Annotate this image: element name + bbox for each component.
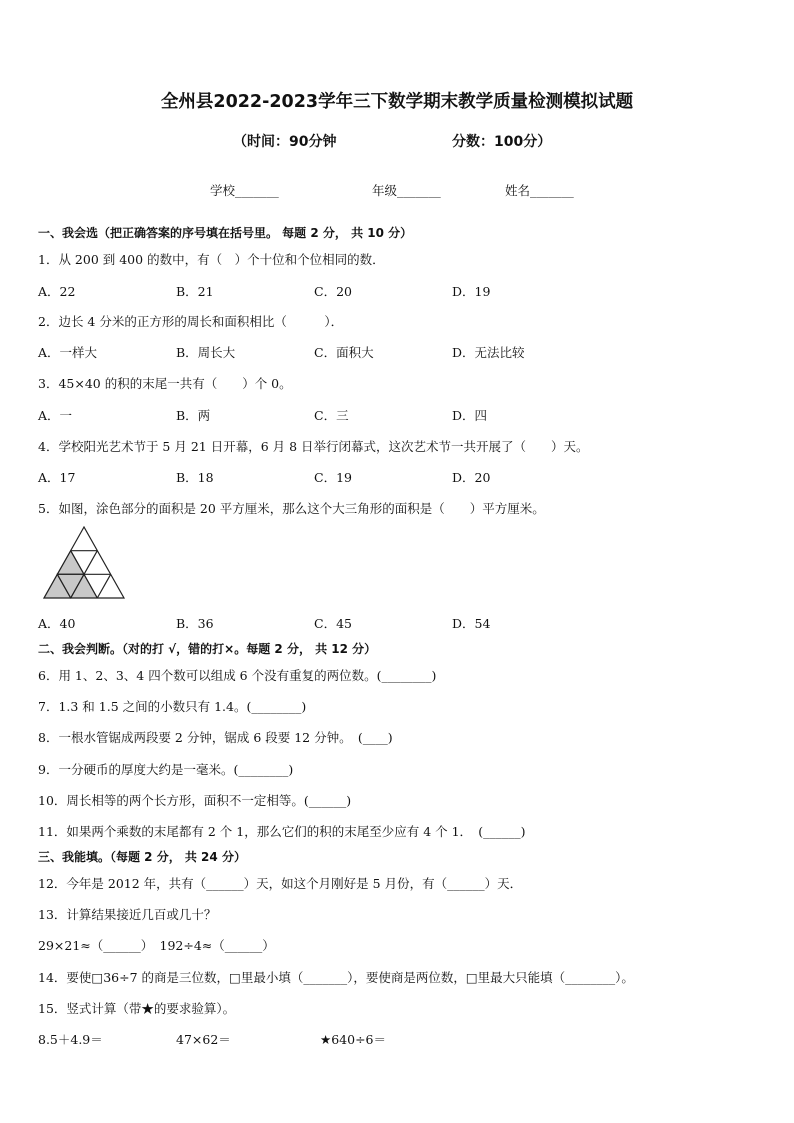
question-8: 8．一根水管锯成两段要 2 分钟，锯成 6 段要 12 分钟。 (____) [38,730,393,745]
question-6: 6．用 1、2、3、4 四个数可以组成 6 个没有重复的两位数。(________) [38,668,437,683]
school-field: 学校_______ [210,183,279,198]
q4-option-c: C．19 [314,470,352,485]
question-4: 4．学校阳光艺术节于 5 月 21 日开幕，6 月 8 日举行闭幕式，这次艺术节一共开展了（ ）天。 [38,439,589,454]
q1-option-c: C．20 [314,284,352,299]
page-title: 全州县2022-2023学年三下数学期末教学质量检测模拟试题 [160,92,634,112]
question-11: 11．如果两个乘数的末尾都有 2 个 1，那么它们的积的末尾至少应有 4 个 1． (______) [38,824,526,839]
q3-option-b: B．两 [176,408,211,423]
q2-option-b: B．周长大 [176,345,236,360]
q2-option-a: A．一样大 [38,345,98,360]
shaded-triangle-1 [57,551,84,575]
q3-option-c: C．三 [314,408,349,423]
triangle-figure [42,526,126,600]
question-13-items: 29×21≈（______） 192÷4≈（______） [38,938,275,953]
question-7: 7．1.3 和 1.5 之间的小数只有 1.4。(________) [38,699,307,714]
q3-option-a: A．一 [38,408,73,423]
question-13: 13．计算结果接近几百或几十？ [38,907,217,922]
q1-option-a: A．22 [38,284,76,299]
calc-item-1: 8.5＋4.9＝ [38,1032,103,1047]
question-5: 5．如图，涂色部分的面积是 20 平方厘米，那么这个大三角形的面积是（ ）平方厘米。 [38,501,545,516]
calc-item-2: 47×62＝ [176,1032,231,1047]
q3-option-d: D．四 [452,408,488,423]
question-15: 15．竖式计算（带★的要求验算）。 [38,1001,236,1016]
question-3: 3．45×40 的积的末尾一共有（ ）个 0。 [38,376,292,391]
question-10: 10．周长相等的两个长方形，面积不一定相等。(______) [38,793,352,808]
question-9: 9．一分硬币的厚度大约是一毫米。(________) [38,762,294,777]
calc-item-3: ★640÷6＝ [320,1032,386,1047]
section-3-heading: 三、我能填。（每题 2 分， 共 24 分） [38,850,246,864]
name-field: 姓名_______ [505,183,574,198]
q1-option-d: D．19 [452,284,491,299]
question-2: 2．边长 4 分米的正方形的周长和面积相比（ ）． [38,314,344,329]
question-1: 1．从 200 到 400 的数中，有（ ）个十位和个位相同的数． [38,252,385,267]
q4-option-a: A．17 [38,470,76,485]
question-14: 14．要使□36÷7 的商是三位数，□里最小填（_______），要使商是两位数，□里最大只能填（________）。 [38,970,634,985]
q5-option-a: A．40 [38,616,76,631]
section-2-heading: 二、我会判断。（对的打 √，错的打×。每题 2 分， 共 12 分） [38,642,377,656]
section-1-heading: 一、我会选（把正确答案的序号填在括号里。 每题 2 分， 共 10 分） [38,226,413,240]
question-12: 12．今年是 2012 年，共有（______）天，如这个月刚好是 5 月份，有（______）天． [38,876,523,891]
q4-option-d: D．20 [452,470,491,485]
q5-option-d: D．54 [452,616,491,631]
q2-option-d: D．无法比较 [452,345,525,360]
q2-option-c: C．面积大 [314,345,374,360]
grade-field: 年级_______ [372,183,441,198]
q4-option-b: B．18 [176,470,214,485]
q1-option-b: B．21 [176,284,214,299]
q5-option-c: C．45 [314,616,352,631]
exam-time: （时间：90分钟 [233,134,337,150]
q5-option-b: B．36 [176,616,214,631]
exam-score: 分数：100分） [452,134,552,150]
grid-line-6 [97,574,110,598]
